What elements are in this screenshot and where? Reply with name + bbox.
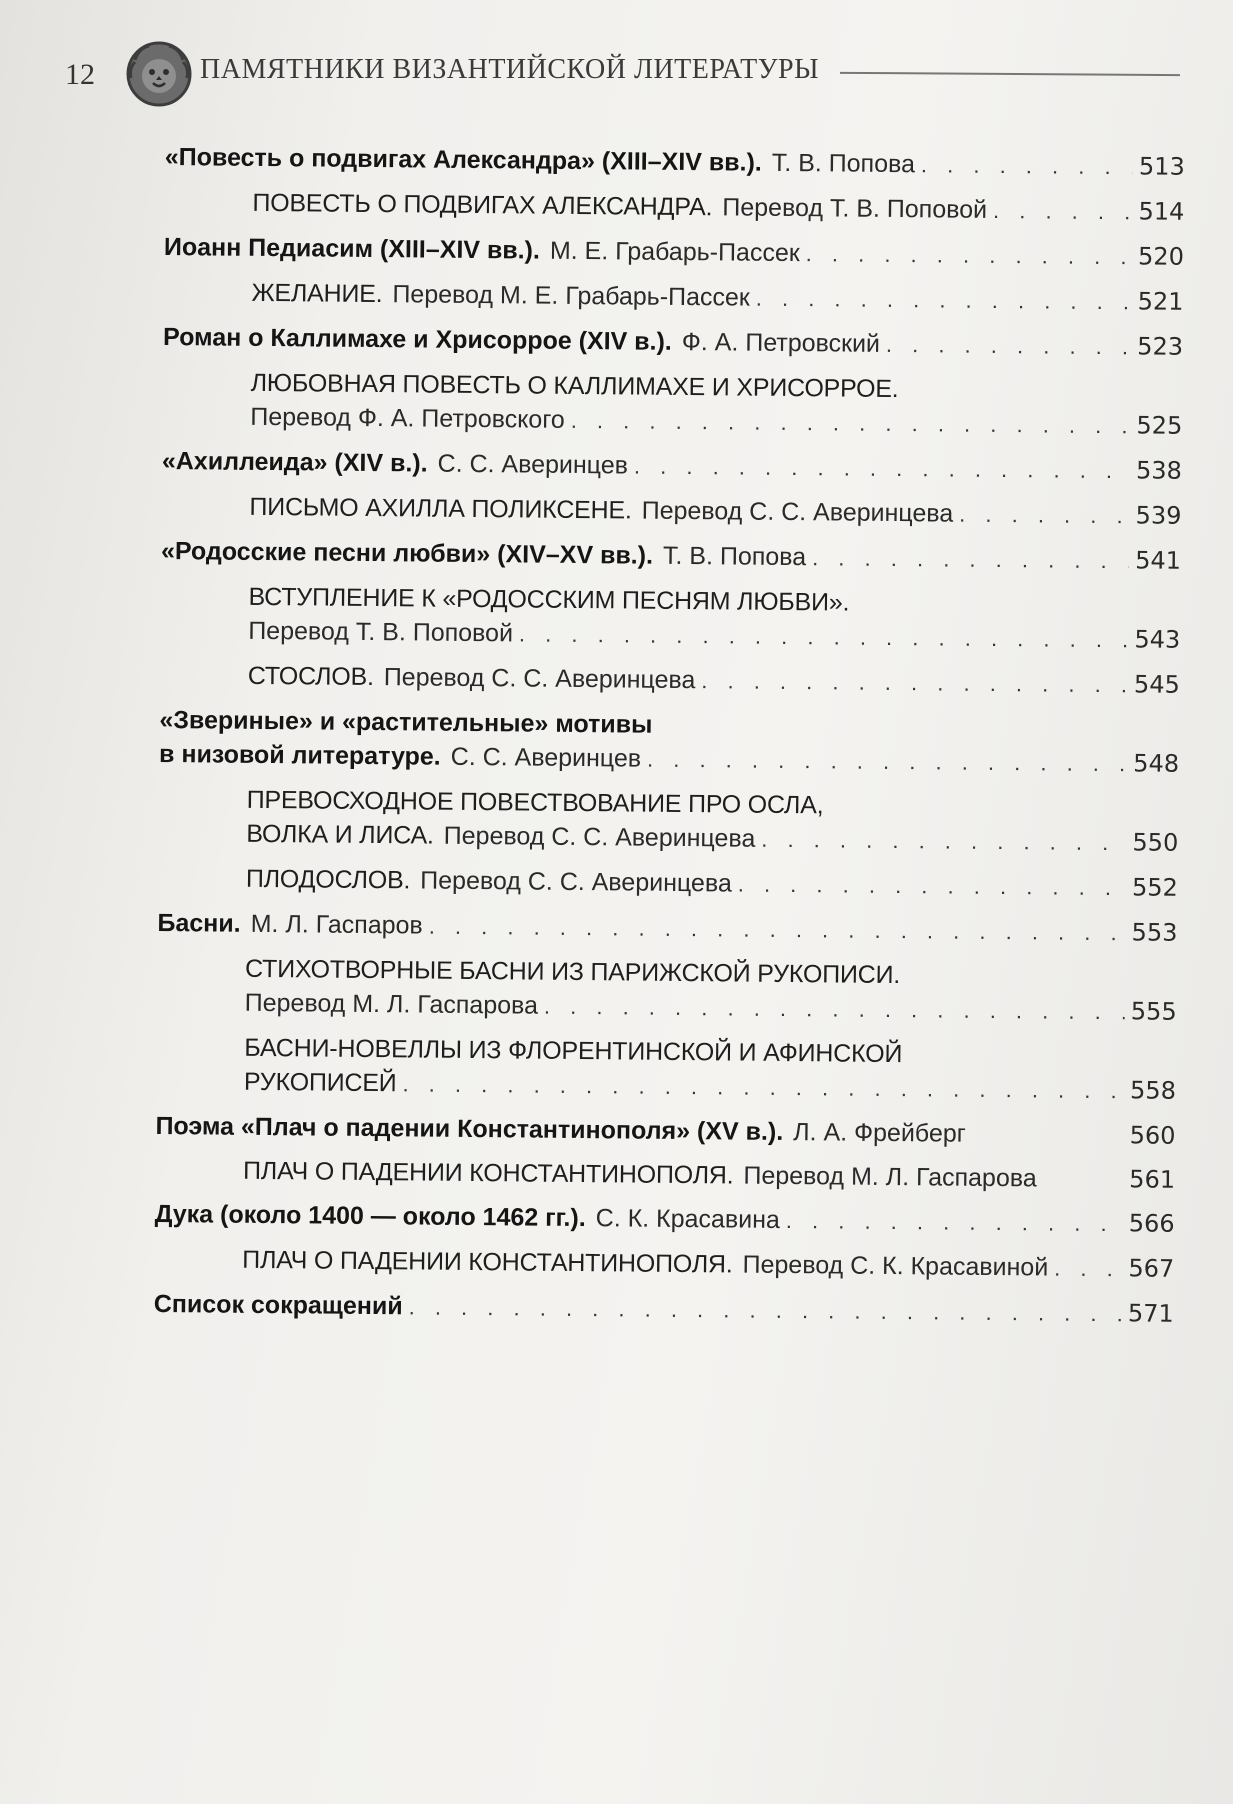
dot-leader xyxy=(634,450,1130,489)
toc-entry-author: Перевод С. С. Аверинцева xyxy=(443,821,756,853)
toc-section-entry xyxy=(162,444,1182,489)
toc-entry-title: БАСНИ-НОВЕЛЛЫ ИЗ ФЛОРЕНТИНСКОЙ И АФИНСКОЙ xyxy=(244,1033,903,1069)
dot-leader xyxy=(519,617,1129,657)
toc-entry-line xyxy=(163,320,1183,365)
toc-entry-author: С. С. Аверинцев xyxy=(450,742,642,773)
toc-page-number: 552 xyxy=(1131,873,1179,902)
toc-page-number: 566 xyxy=(1128,1209,1175,1238)
toc-entry-title-continued: в низовой литературе. xyxy=(158,739,441,771)
toc-work-entry xyxy=(157,951,1178,1030)
page-header xyxy=(60,40,1180,110)
toc-page-number: 553 xyxy=(1131,918,1178,947)
dot-leader xyxy=(993,194,1133,229)
dot-leader xyxy=(921,148,1133,184)
toc-section-entry xyxy=(159,703,1180,782)
toc-entry-title: «Родосские песни любви» (XIV–XV вв.). xyxy=(160,536,654,570)
toc-entry-line xyxy=(165,140,1185,185)
toc-entry-line xyxy=(248,659,1180,703)
toc-entry-title: ЖЕЛАНИЕ. xyxy=(251,278,383,309)
toc-page-number: 543 xyxy=(1134,625,1181,654)
dot-leader xyxy=(886,328,1131,364)
toc-entry-author: М. Л. Гаспаров xyxy=(250,909,423,940)
toc-work-entry xyxy=(158,782,1179,861)
toc-entry-author: Перевод М. Л. Гаспарова xyxy=(743,1161,1037,1193)
dot-leader xyxy=(409,1290,1122,1331)
dot-leader xyxy=(959,498,1130,534)
toc-entry-author: Перевод М. Е. Грабарь-Пассек xyxy=(392,280,750,312)
toc-entry-title: Поэма «Плач о падении Константинополя» (XV в.). xyxy=(155,1111,784,1146)
toc-entry-title: ЛЮБОВНАЯ ПОВЕСТЬ О КАЛЛИМАХЕ И ХРИСОРРОЕ. xyxy=(250,368,899,404)
toc-entry-line xyxy=(246,862,1178,906)
toc-entry-line xyxy=(252,186,1184,230)
toc-page-number: 561 xyxy=(1129,1165,1176,1194)
toc-entry-line xyxy=(157,906,1177,951)
toc-work-entry xyxy=(161,489,1181,534)
toc-section-entry xyxy=(163,320,1183,365)
toc-page-number: 520 xyxy=(1137,242,1185,271)
toc-entry-title: ПЛАЧ О ПАДЕНИИ КОНСТАНТИНОПОЛЯ. xyxy=(242,1156,734,1190)
toc-section-entry xyxy=(161,534,1181,579)
dot-leader xyxy=(571,404,1131,443)
toc-entry-title: Иоанн Педиасим (XIII–XIV вв.). xyxy=(163,232,541,265)
toc-page-number: 521 xyxy=(1137,287,1184,316)
toc-entry-line xyxy=(251,276,1183,320)
toc-entry-title: Роман о Каллимахе и Хрисорроe (XIV в.). xyxy=(162,322,672,356)
toc-entry-title-continued: ВОЛКА И ЛИСА. xyxy=(246,819,434,850)
running-title: ПАМЯТНИКИ ВИЗАНТИЙСКОЙ ЛИТЕРАТУРЫ xyxy=(200,54,820,85)
toc-entry-author: Л. А. Фрейберг xyxy=(793,1118,966,1148)
toc-entry-line xyxy=(164,230,1184,275)
toc-entry-line xyxy=(155,1109,1175,1153)
toc-entry-author: Перевод Т. В. Поповой xyxy=(722,193,988,224)
toc-work-entry xyxy=(160,658,1180,703)
toc-entry-line xyxy=(154,1287,1174,1332)
lion-head-emblem-icon xyxy=(125,40,193,108)
toc-entry-title: ПИСЬМО АХИЛЛА ПОЛИКСЕНЕ. xyxy=(249,492,632,525)
toc-page-number: 560 xyxy=(1129,1121,1176,1150)
toc-entry-title: ВСТУПЛЕНИЕ К «РОДОССКИМ ПЕСНЯМ ЛЮБВИ». xyxy=(248,582,850,617)
toc-entry-author: Перевод М. Л. Гаспарова xyxy=(244,988,539,1020)
toc-page-number: 555 xyxy=(1130,997,1177,1026)
toc-entry-author: Перевод С. С. Аверинцева xyxy=(383,663,696,695)
toc-entry-line xyxy=(242,1243,1174,1287)
dot-leader xyxy=(756,282,1132,320)
toc-entry-author: Перевод С. К. Красавиной xyxy=(742,1250,1049,1282)
toc-entry-title-continued: РУКОПИСЕЙ xyxy=(243,1067,397,1098)
toc-entry-line xyxy=(162,444,1182,489)
toc-page-number: 558 xyxy=(1129,1076,1177,1105)
dot-leader xyxy=(647,743,1127,782)
dot-leader xyxy=(429,910,1126,951)
toc-entry-author: С. К. Красавина xyxy=(595,1204,780,1234)
dot-leader xyxy=(1054,1252,1122,1287)
toc-section-entry xyxy=(155,1197,1175,1242)
toc-entry-line xyxy=(155,1197,1175,1242)
dot-leader xyxy=(701,664,1128,702)
toc-work-entry xyxy=(162,365,1183,444)
toc-entry-author: С. С. Аверинцев xyxy=(437,449,629,480)
dot-leader xyxy=(812,541,1129,578)
dot-leader xyxy=(1043,1186,1123,1187)
toc-work-entry xyxy=(155,1153,1175,1197)
toc-work-entry xyxy=(156,1030,1177,1109)
toc-entry-author: Т. В. Попова xyxy=(771,148,916,179)
toc-page-number: 538 xyxy=(1135,456,1183,485)
dot-leader xyxy=(761,823,1126,861)
toc-entry-line xyxy=(243,1154,1175,1197)
dot-leader xyxy=(544,990,1125,1030)
toc-entry-line xyxy=(161,534,1181,579)
header-rule xyxy=(840,72,1180,76)
toc-entry-title: ПРЕВОСХОДНОЕ ПОВЕСТВОВАНИЕ ПРО ОСЛА, xyxy=(246,785,824,820)
toc-work-entry xyxy=(158,861,1178,906)
toc-section-entry xyxy=(157,906,1177,951)
toc-page-number: 539 xyxy=(1135,501,1182,530)
toc-work-entry xyxy=(154,1242,1174,1287)
toc-section-entry xyxy=(164,230,1184,275)
page-number: 12 xyxy=(65,58,95,91)
toc-page-number: 514 xyxy=(1138,197,1185,226)
table-of-contents xyxy=(154,140,1185,1332)
dot-leader xyxy=(972,1142,1124,1143)
toc-entry-title: ПОВЕСТЬ О ПОДВИГАХ АЛЕКСАНДРА. xyxy=(252,188,713,222)
toc-page-number: 548 xyxy=(1133,749,1180,778)
toc-entry-author: М. Е. Грабарь-Пассек xyxy=(549,236,800,268)
toc-section-entry xyxy=(155,1109,1175,1153)
toc-section-entry xyxy=(154,1287,1174,1332)
dot-leader xyxy=(738,868,1126,906)
toc-page-number: 567 xyxy=(1128,1254,1175,1283)
toc-page-number: 525 xyxy=(1136,411,1183,440)
toc-entry-title: СТИХОТВОРНЫЕ БАСНИ ИЗ ПАРИЖСКОЙ РУКОПИСИ. xyxy=(244,954,901,990)
toc-entry-author: Перевод Ф. А. Петровского xyxy=(250,402,565,434)
toc-entry-author: Ф. А. Петровский xyxy=(681,327,881,358)
toc-entry-title: Басни. xyxy=(157,908,241,938)
toc-entry-author: Перевод С. С. Аверинцева xyxy=(420,866,732,898)
toc-work-entry xyxy=(160,579,1181,658)
toc-entry-author: Перевод С. С. Аверинцева xyxy=(641,496,954,528)
toc-entry-author: Перевод Т. В. Поповой xyxy=(248,616,514,648)
toc-entry-title: ПЛАЧ О ПАДЕНИИ КОНСТАНТИНОПОЛЯ. xyxy=(242,1245,733,1279)
toc-work-entry xyxy=(163,275,1183,320)
dot-leader xyxy=(806,237,1133,274)
toc-entry-title: «Ахиллеида» (XIV в.). xyxy=(161,446,428,478)
toc-entry-title: «Звериные» и «растительные» мотивы xyxy=(159,705,653,739)
toc-page-number: 513 xyxy=(1138,152,1185,181)
toc-page-number: 550 xyxy=(1132,828,1179,857)
toc-entry-line xyxy=(249,490,1181,534)
toc-page-number: 523 xyxy=(1137,332,1184,361)
toc-entry-author: Т. В. Попова xyxy=(662,541,807,572)
toc-entry-title: Дука (около 1400 — около 1462 гг.). xyxy=(154,1199,586,1233)
toc-entry-title: ПЛОДОСЛОВ. xyxy=(245,864,411,895)
toc-page-number: 541 xyxy=(1135,546,1182,575)
dot-leader xyxy=(402,1067,1124,1108)
toc-entry-title: СТОСЛОВ. xyxy=(247,661,374,692)
toc-section-entry xyxy=(165,140,1185,185)
toc-entry-title: Список сокращений xyxy=(153,1289,403,1321)
dot-leader xyxy=(786,1204,1123,1241)
toc-work-entry xyxy=(164,185,1184,230)
toc-page-number: 571 xyxy=(1127,1299,1174,1328)
toc-page-number: 545 xyxy=(1133,670,1180,699)
toc-entry-title: «Повесть о подвигах Александра» (XIII–XIV вв.). xyxy=(164,142,762,177)
